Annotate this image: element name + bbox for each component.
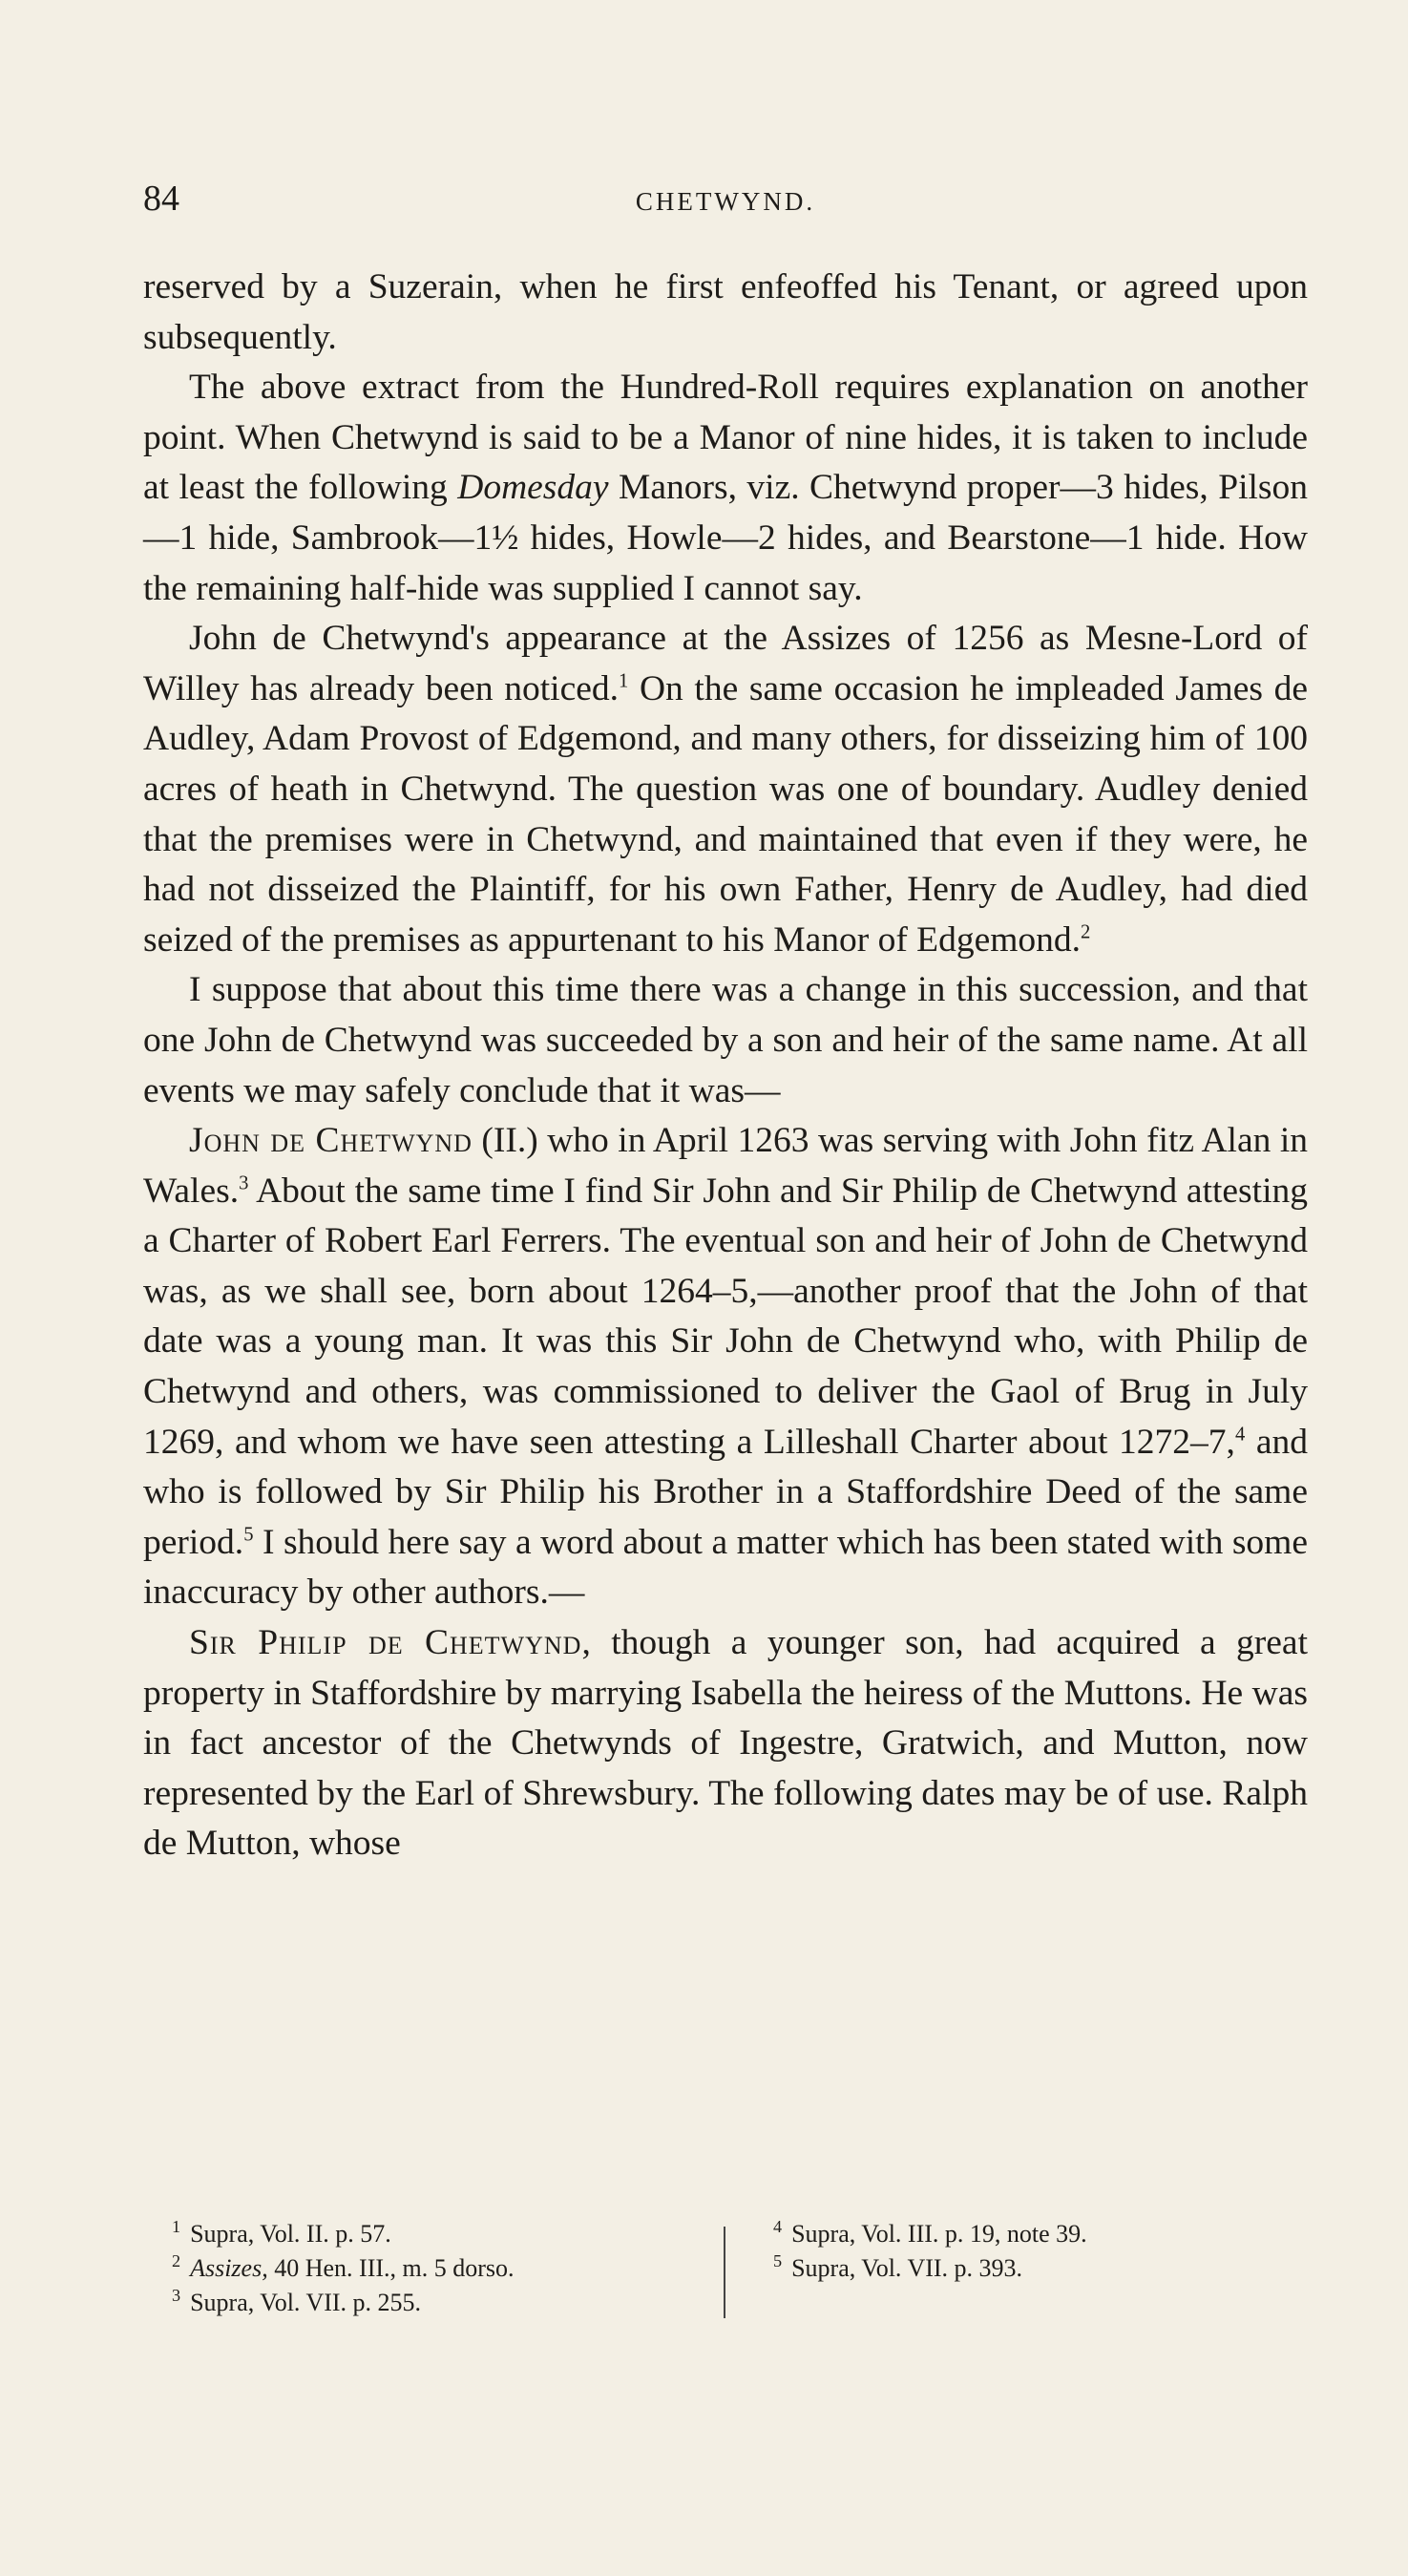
text-run: and who is followed by Sir Philip his Brother in a Staffordshire Deed of the same period.: [143, 1422, 1308, 1562]
page-number: 84: [143, 179, 179, 219]
footnote: [172, 2251, 706, 2286]
text-run: Supra, Vol. VII. p. 255.: [190, 2289, 422, 2316]
footnote-number: 5: [773, 2251, 783, 2271]
footnotes-left-column: [172, 2217, 706, 2320]
text-run: On the same occasion he impleaded James de Audley, Adam Provost of Edgemond, and many others, for disseizing him of 100 acres of heath in Chetwynd. The question was one of boundary. Audley denied that the premises were in Chetwynd, and maintained that even if they were, he had not disseized the Plaintiff, for his own Father, Henry de Audley, had died seized of the premises as appurtenant to his Manor of Edgemond.: [143, 668, 1308, 960]
paragraph: [143, 965, 1308, 1116]
footnote-reference: 5: [243, 1524, 254, 1546]
footnote-number: 3: [172, 2286, 181, 2306]
small-caps-heading: Sir Philip de Chetwynd: [189, 1623, 582, 1663]
paragraph: [143, 614, 1308, 965]
footnote-reference: 1: [619, 670, 629, 692]
text-run: 40 Hen. III., m. 5 dorso.: [267, 2254, 515, 2282]
text-run: Supra, Vol. VII. p. 393.: [791, 2254, 1023, 2282]
footnote-reference: 2: [1081, 921, 1091, 943]
page-header: [143, 178, 1308, 235]
paragraph: [143, 1116, 1308, 1618]
footnote: [172, 2286, 706, 2320]
text-run: About the same time I find Sir John and Sir Philip de Chetwynd attesting a Charter of Robert Earl Ferrers. The eventual son and heir of John de Chetwynd was, as we shall see, born about 1264–5,—another proof that the John of that date was a young man. It was this Sir John de Chetwynd who, with Philip de Chetwynd and others, was commissioned to deliver the Gaol of Brug in July 1269, and whom we have seen attesting a Lilleshall Charter about 1272–7,: [143, 1171, 1308, 1462]
text-run: I should here say a word about a matter which has been stated with some inaccuracy by other authors.—: [143, 1522, 1308, 1613]
text-run: Supra, Vol. III. p. 19, note 39.: [791, 2220, 1087, 2248]
text-run: reserved by a Suzerain, when he first enfeoffed his Tenant, or agreed upon subsequently.: [143, 267, 1308, 357]
paragraph: [143, 363, 1308, 614]
text-run: Manors, viz. Chetwynd proper—3 hides, Pilson—1 hide, Sambrook—1½ hides, Howle—2 hides, and Bearstone—1 hide. How the remaining half-hide was supplied I cannot say.: [143, 468, 1309, 608]
footnotes-right-column: [773, 2217, 1308, 2286]
text-run: I suppose that about this time there was a change in this succession, and that one John de Chetwynd was succeeded by a son and heir of the same name. At all events we may safely conclude that it was—: [143, 970, 1308, 1110]
text-run: Supra, Vol. II. p. 57.: [190, 2220, 391, 2248]
paragraph: [143, 1618, 1308, 1869]
footnote: [773, 2217, 1308, 2251]
italic-text: Assizes,: [190, 2254, 268, 2282]
footnote-column-divider: [724, 2227, 725, 2318]
footnote: [172, 2217, 706, 2251]
footnote: [773, 2251, 1308, 2286]
running-head: CHETWYND.: [635, 187, 816, 216]
footnote-number: 2: [172, 2251, 181, 2271]
footnote-number: 1: [172, 2217, 181, 2237]
text-run: (II.) who in April 1263 was serving with John fitz Alan in Wales.: [143, 1121, 1308, 1211]
footnote-reference: 4: [1234, 1424, 1246, 1446]
text-run: , though a younger son, had acquired a great property in Staffordshire by marrying Isabella the heiress of the Muttons. He was in fact ancestor of the Chetwynds of Ingestre, Gratwich, and Mutton, now represented by the Earl of Shrewsbury. The following dates may be of use. Ralph de Mutton, whose: [143, 1623, 1308, 1864]
text-run: John de Chetwynd's appearance at the Assizes of 1256 as Mesne-Lord of Willey has already been noticed.: [143, 619, 1308, 708]
text-run: The above extract from the Hundred-Roll requires explanation on another point. When Chetwynd is said to be a Manor of nine hides, it is taken to include at least the following: [143, 368, 1308, 508]
body-text: [143, 263, 1308, 1869]
italic-text: Domesday: [457, 468, 609, 508]
paragraph: [143, 263, 1308, 363]
footnote-reference: 3: [239, 1172, 249, 1194]
small-caps-heading: John de Chetwynd: [189, 1121, 473, 1161]
footnote-number: 4: [773, 2217, 783, 2237]
